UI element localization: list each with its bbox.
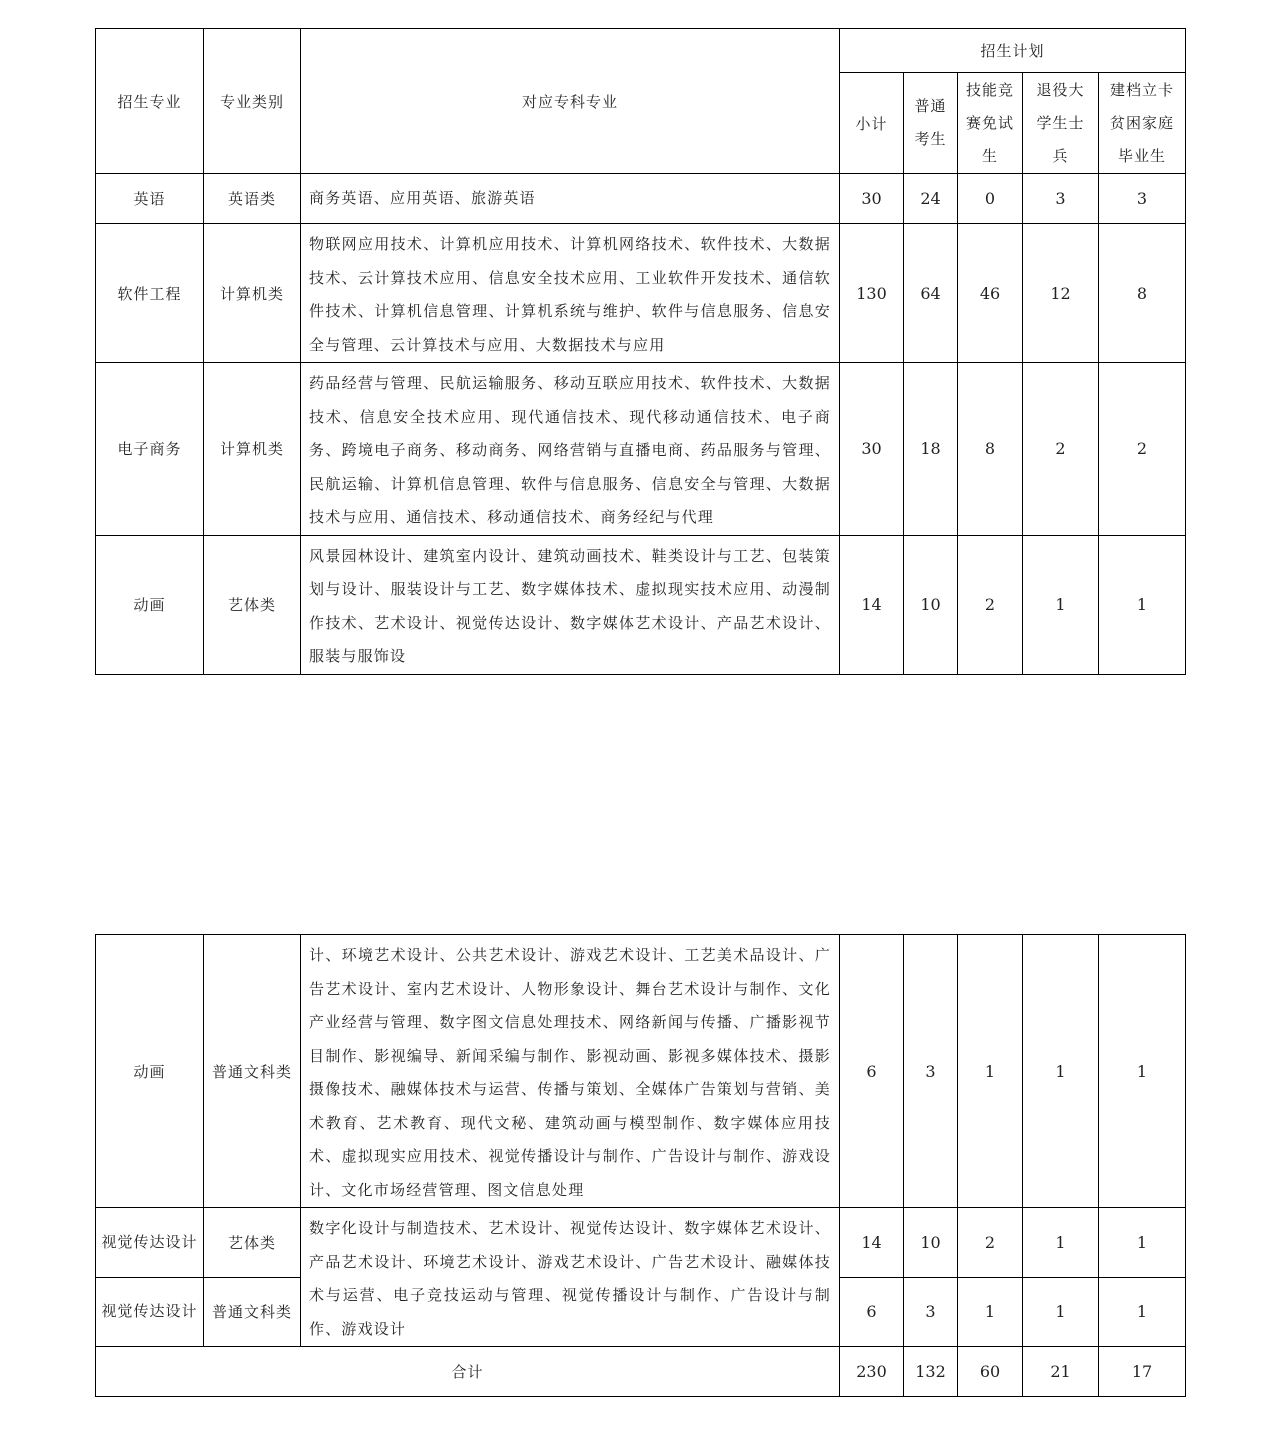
- subtotal-cell: 30: [840, 174, 904, 224]
- table-row: [96, 224, 1186, 363]
- category-cell: 艺体类: [204, 1208, 301, 1278]
- category-cell: 计算机类: [204, 224, 301, 363]
- poor-cell: 8: [1099, 224, 1186, 363]
- total-subtotal: 230: [840, 1347, 904, 1397]
- regular-cell: 24: [904, 174, 958, 224]
- major-cell: 动画: [96, 535, 204, 674]
- skill-cell: 2: [958, 535, 1023, 674]
- table-row: [96, 1208, 1186, 1278]
- total-veteran: 21: [1023, 1347, 1099, 1397]
- table-row: [96, 174, 1186, 224]
- header-regular: 普通 考生: [904, 73, 958, 174]
- poor-cell: 2: [1099, 363, 1186, 536]
- veteran-cell: 1: [1023, 935, 1099, 1208]
- subtotal-cell: 6: [840, 935, 904, 1208]
- header-major: 招生专业: [96, 29, 204, 174]
- poor-cell: 1: [1099, 1277, 1186, 1347]
- total-poor: 17: [1099, 1347, 1186, 1397]
- header-veteran: 退役大 学生士 兵: [1023, 73, 1099, 174]
- total-row: [96, 1347, 1186, 1397]
- related-cell: 药品经营与管理、民航运输服务、移动互联应用技术、软件技术、大数据技术、信息安全技术应用、现代通信技术、现代移动通信技术、电子商务、跨境电子商务、移动商务、网络营销与直播电商、药品服务与管理、民航运输、计算机信息管理、软件与信息服务、信息安全与管理、大数据技术与应用、通信技术、移动通信技术、商务经纪与代理: [301, 363, 840, 536]
- subtotal-cell: 30: [840, 363, 904, 536]
- major-cell: 动画: [96, 935, 204, 1208]
- regular-cell: 3: [904, 935, 958, 1208]
- skill-cell: 2: [958, 1208, 1023, 1278]
- veteran-cell: 3: [1023, 174, 1099, 224]
- poor-cell: 1: [1099, 535, 1186, 674]
- major-cell: 视觉传达设计: [96, 1277, 204, 1347]
- subtotal-cell: 14: [840, 1208, 904, 1278]
- table-row: [96, 363, 1186, 536]
- category-cell: 普通文科类: [204, 1277, 301, 1347]
- subtotal-cell: 130: [840, 224, 904, 363]
- veteran-cell: 1: [1023, 1277, 1099, 1347]
- total-skill: 60: [958, 1347, 1023, 1397]
- header-poor: 建档立卡 贫困家庭 毕业生: [1099, 73, 1186, 174]
- regular-cell: 10: [904, 535, 958, 674]
- enrollment-table-page2: [95, 934, 1186, 1397]
- total-label: 合计: [96, 1347, 840, 1397]
- skill-cell: 8: [958, 363, 1023, 536]
- subtotal-cell: 14: [840, 535, 904, 674]
- enrollment-table-page1: [95, 28, 1186, 675]
- related-cell: 风景园林设计、建筑室内设计、建筑动画技术、鞋类设计与工艺、包装策划与设计、服装设计与工艺、数字媒体技术、虚拟现实技术应用、动漫制作技术、艺术设计、视觉传达设计、数字媒体艺术设计、产品艺术设计、服装与服饰设: [301, 535, 840, 674]
- skill-cell: 0: [958, 174, 1023, 224]
- header-plan: 招生计划: [840, 29, 1186, 73]
- major-cell: 软件工程: [96, 224, 204, 363]
- regular-cell: 64: [904, 224, 958, 363]
- major-cell: 电子商务: [96, 363, 204, 536]
- veteran-cell: 12: [1023, 224, 1099, 363]
- header-category: 专业类别: [204, 29, 301, 174]
- related-cell: 物联网应用技术、计算机应用技术、计算机网络技术、软件技术、大数据技术、云计算技术应用、信息安全技术应用、工业软件开发技术、通信软件技术、计算机信息管理、计算机系统与维护、软件与信息服务、信息安全与管理、云计算技术与应用、大数据技术与应用: [301, 224, 840, 363]
- subtotal-cell: 6: [840, 1277, 904, 1347]
- regular-cell: 10: [904, 1208, 958, 1278]
- regular-cell: 18: [904, 363, 958, 536]
- skill-cell: 1: [958, 935, 1023, 1208]
- major-cell: 英语: [96, 174, 204, 224]
- header-subtotal: 小计: [840, 73, 904, 174]
- category-cell: 艺体类: [204, 535, 301, 674]
- skill-cell: 46: [958, 224, 1023, 363]
- regular-cell: 3: [904, 1277, 958, 1347]
- poor-cell: 3: [1099, 174, 1186, 224]
- poor-cell: 1: [1099, 1208, 1186, 1278]
- related-cell: 数字化设计与制造技术、艺术设计、视觉传达设计、数字媒体艺术设计、产品艺术设计、环境艺术设计、游戏艺术设计、广告艺术设计、融媒体技术与运营、电子竞技运动与管理、视觉传播设计与制作、广告设计与制作、游戏设计: [301, 1208, 840, 1347]
- table-row: [96, 935, 1186, 1208]
- related-cell: 计、环境艺术设计、公共艺术设计、游戏艺术设计、工艺美术品设计、广告艺术设计、室内艺术设计、人物形象设计、舞台艺术设计与制作、文化产业经营与管理、数字图文信息处理技术、网络新闻与传播、广播影视节目制作、影视编导、新闻采编与制作、影视动画、影视多媒体技术、摄影摄像技术、融媒体技术与运营、传播与策划、全媒体广告策划与营销、美术教育、艺术教育、现代文秘、建筑动画与模型制作、数字媒体应用技术、虚拟现实应用技术、视觉传播设计与制作、广告设计与制作、游戏设计、文化市场经营管理、图文信息处理: [301, 935, 840, 1208]
- veteran-cell: 2: [1023, 363, 1099, 536]
- poor-cell: 1: [1099, 935, 1186, 1208]
- category-cell: 普通文科类: [204, 935, 301, 1208]
- table-row: [96, 535, 1186, 674]
- related-cell: 商务英语、应用英语、旅游英语: [301, 174, 840, 224]
- header-related: 对应专科专业: [301, 29, 840, 174]
- total-regular: 132: [904, 1347, 958, 1397]
- header-skill: 技能竞 赛免试 生: [958, 73, 1023, 174]
- category-cell: 英语类: [204, 174, 301, 224]
- category-cell: 计算机类: [204, 363, 301, 536]
- veteran-cell: 1: [1023, 1208, 1099, 1278]
- skill-cell: 1: [958, 1277, 1023, 1347]
- veteran-cell: 1: [1023, 535, 1099, 674]
- major-cell: 视觉传达设计: [96, 1208, 204, 1278]
